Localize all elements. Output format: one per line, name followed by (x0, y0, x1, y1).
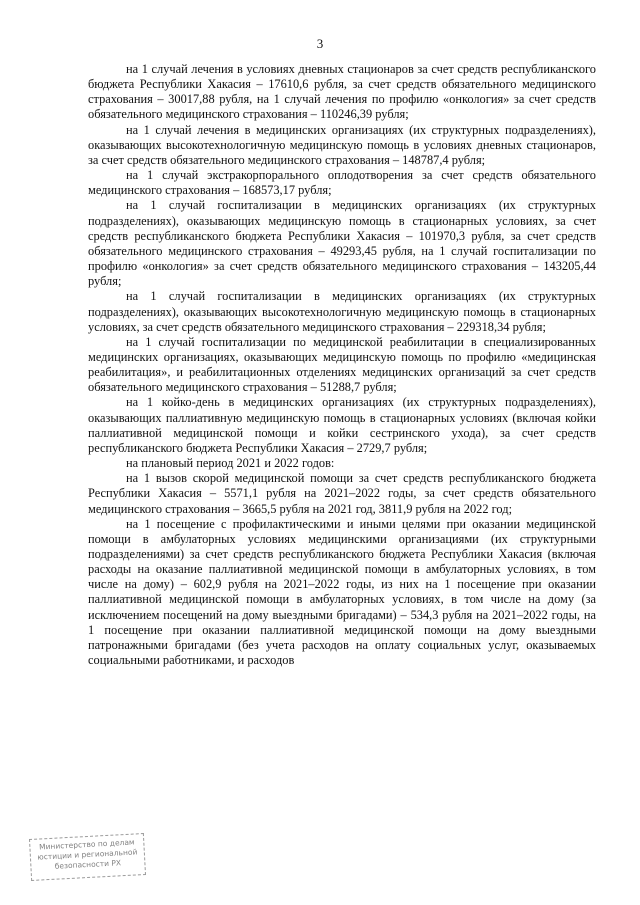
stamp-line-3: безопасности РХ (54, 858, 122, 871)
paragraph-palliative-bed-day: на 1 койко-день в медицинских организациях (их структурных подразделениях), оказывающих паллиативную медицинскую помощь в стационарных условиях (включая койки паллиативной медицинской помощи и койки сестринского ухода), за счет средств республиканского бюджета Республики Хакасия – 2729,7 рубля; (88, 395, 596, 455)
registration-stamp (29, 833, 146, 881)
paragraph-preventive-visit: на 1 посещение с профилактическими и иными целями при оказании медицинской помощи в амбулаторных условиях медицинскими организациями (их структурными подразделениями) за счет средств республиканского бюджета Республики Хакасия (включая расходы на оказание паллиативной медицинской помощи в амбулаторных условиях, в том числе на дому) – 602,9 рубля на 2021–2022 годы, из них на 1 посещение при оказании паллиативной медицинской помощи в амбулаторных условиях, в том числе на дому (за исключением посещений на дому выездными бригадами) – 534,3 рубля на 2021–2022 годы, на 1 посещение при оказании паллиативной медицинской помощи на дому выездными патронажными бригадами (без учета расходов на оплату социальных услуг, оказываемых социальными работниками, и расходов (88, 516, 596, 668)
paragraph-ivf: на 1 случай экстракорпорального оплодотворения за счет средств обязательного медицинского страхования – 168573,17 рубля; (88, 168, 596, 198)
document-body (88, 62, 596, 668)
paragraph-high-tech-day-hospital: на 1 случай лечения в медицинских организациях (их структурных подразделениях), оказывающих высокотехнологичную медицинскую помощь в условиях дневных стационаров, за счет средств обязательного медицинского страхования – 148787,4 рубля; (88, 122, 596, 167)
paragraph-hospitalization: на 1 случай госпитализации в медицинских организациях (их структурных подразделениях), оказывающих медицинскую помощь в стационарных условиях, за счет средств республиканского бюджета Республики Хакасия – 101970,3 рубля, за счет средств обязательного медицинского страхования – 49293,45 рубля, на 1 случай госпитализации по профилю «онкология» за счет средств обязательного медицинского страхования – 143205,44 рубля; (88, 198, 596, 289)
stamp-line-2: юстиции и региональной (37, 847, 138, 862)
paragraph-rehabilitation: на 1 случай госпитализации по медицинской реабилитации в специализированных медицинских организациях, оказывающих медицинскую помощь по профилю «медицинская реабилитация», и реабилитационных отделениях медицинских организаций за счет средств обязательного медицинского страхования – 51288,7 рубля; (88, 334, 596, 395)
page-number: 3 (316, 36, 324, 51)
paragraph-planning-period-heading: на плановый период 2021 и 2022 годов: (126, 456, 335, 471)
stamp-line-1: Министерство по делам (38, 837, 135, 852)
paragraph-ambulance-call: на 1 вызов скорой медицинской помощи за счет средств республиканского бюджета Республики Хакасия – 5571,1 рубля на 2021–2022 годы, за счет средств обязательного медицинского страхования – 3665,5 рубля на 2021 год, 3811,9 рубля на 2022 год; (88, 471, 596, 516)
paragraph-high-tech-hospitalization: на 1 случай госпитализации в медицинских организациях (их структурных подразделениях), оказывающих высокотехнологичную медицинскую помощь в стационарных условиях, за счет средств обязательного медицинского страхования – 229318,34 рубля; (88, 289, 596, 334)
paragraph-day-hospital: на 1 случай лечения в условиях дневных стационаров за счет средств республиканского бюджета Республики Хакасия – 17610,6 рубля, за счет средств обязательного медицинского страхования – 30017,88 рубля, на 1 случай лечения по профилю «онкология» за счет средств обязательного медицинского страхования – 110246,39 рубля; (88, 62, 596, 122)
